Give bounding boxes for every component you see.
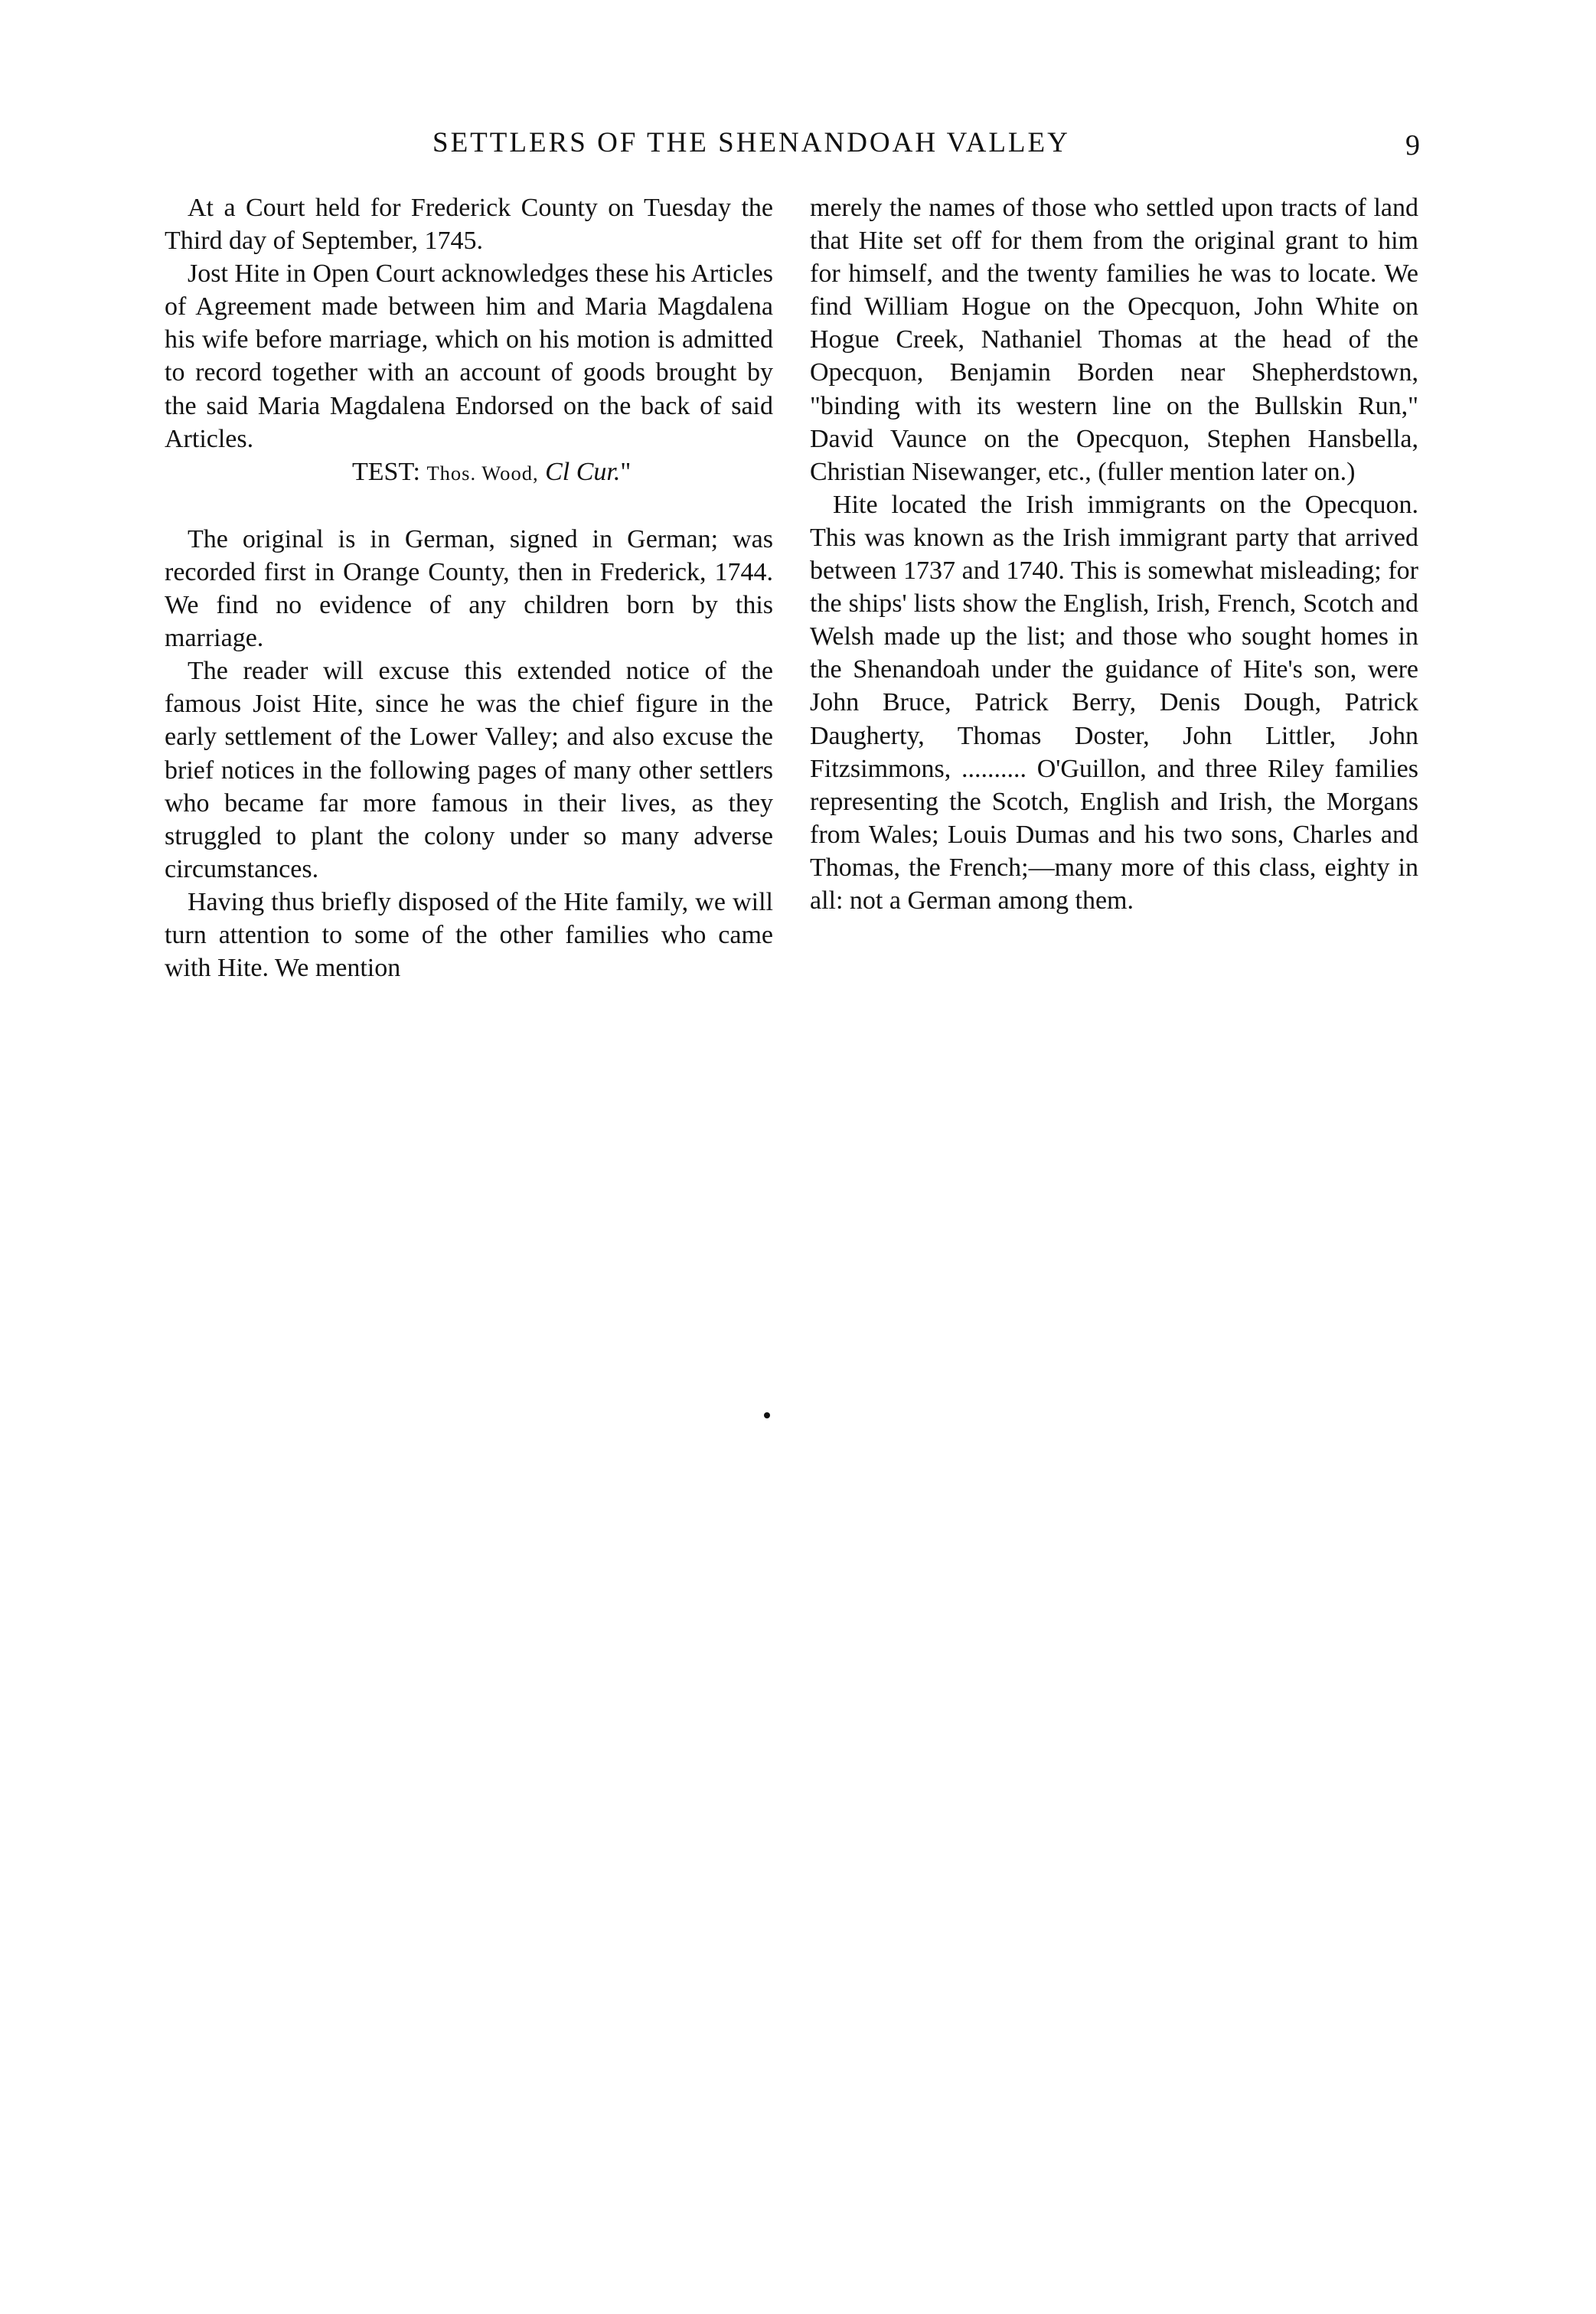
test-name: Thos. Wood, [426, 461, 539, 485]
test-prefix: TEST: [352, 457, 427, 486]
running-title: SETTLERS OF THE SHENANDOAH VALLEY [432, 127, 1070, 158]
test-title: Cl Cur. [545, 457, 621, 486]
paragraph-jost-hite: Jost Hite in Open Court acknowledges these his Articles of Agreement made between him and Maria Magdalena his wife before marriage, which on his motion is admitted to record together with an account of goods brought by the said Maria Magdalena Endorsed on the back of said Articles. [165, 259, 773, 453]
paragraph-hite-family: Having thus briefly disposed of the Hite family, we will turn attention to some of the other families who came with Hite. We mention [165, 887, 773, 983]
paragraph-reader-excuse: The reader will excuse this extended notice of the famous Joist Hite, since he was the chief figure in the early settlement of the Lower Valley; and also excuse the brief notices in the following pages of many other settlers who became far more famous in their lives, as they struggled to plant the colony under so many adverse circumstances. [165, 657, 773, 883]
left-column [165, 191, 773, 984]
test-suffix: " [620, 457, 632, 486]
right-column [810, 191, 1418, 917]
paragraph-court-held: At a Court held for Frederick County on Tuesday the Third day of September, 1745. [165, 194, 773, 256]
ink-dot [764, 1412, 770, 1418]
paragraph-settler-names: merely the names of those who settled upon tracts of land that Hite set off for them from the original grant to him for himself, and the twenty families he was to locate. We find William Hogue on the Opecquon, John White on Hogue Creek, Nathaniel Thomas at the head of the Opecquon, Benjamin Borden near Shepherdstown, "binding with its western line on the Bullskin Run," David Vaunce on the Opecquon, Stephen Hansbella, Christian Nisewanger, etc., (fuller mention later on.) [810, 194, 1418, 486]
page-number: 9 [1405, 129, 1420, 162]
paragraph-gap [165, 490, 773, 523]
paragraph-irish-immigrants: Hite located the Irish immigrants on the Opecquon. This was known as the Irish immigrant party that arrived between 1737 and 1740. This is somewhat misleading; for the ships' lists show the English, Irish, French, Scotch and Welsh made up the list; and those who sought homes in the Shenandoah under the guidance of Hite's son, were John Bruce, Patrick Berry, Denis Dough, Patrick Daugherty, Thomas Doster, John Littler, John Fitzsimmons, .......... O'Guillon, and three Riley families representing the Scotch, English and Irish, the Morgans from Wales; Louis Dumas and his two sons, Charles and Thomas, the French;—many more of this class, eighty in all: not a German among them. [810, 490, 1418, 915]
paragraph-original-german: The original is in German, signed in German; was recorded first in Orange County, then in Frederick, 1744. We find no evidence of any children born by this marriage. [165, 524, 773, 653]
test-attestation [165, 455, 773, 490]
